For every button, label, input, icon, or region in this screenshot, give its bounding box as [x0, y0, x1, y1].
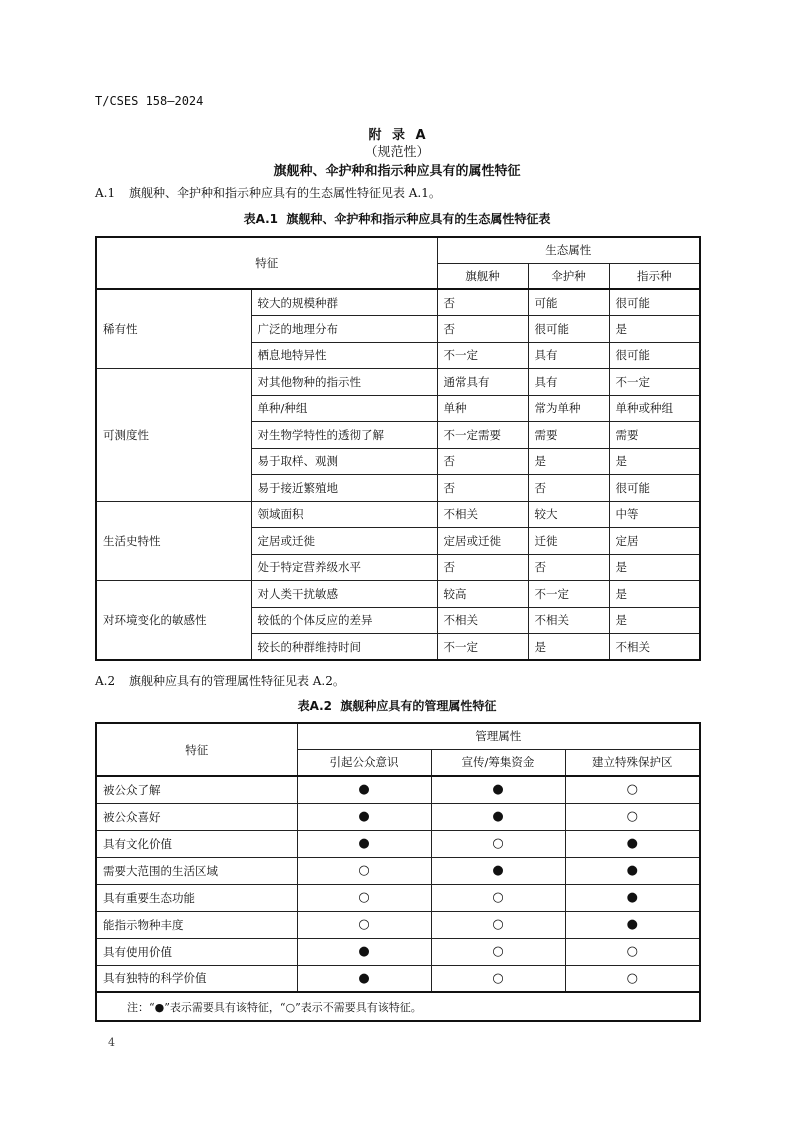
- group-header: 生态属性: [437, 237, 700, 263]
- table-note: 注：“●”表示需要具有该特征，“○”表示不需要具有该特征。: [96, 992, 700, 1021]
- value-cell: 不一定: [437, 634, 528, 661]
- table-row: [96, 884, 700, 911]
- table-row: [96, 938, 700, 965]
- empty-circle-icon: ○: [565, 965, 700, 992]
- column-header: 建立特殊保护区: [565, 749, 700, 776]
- column-header: 旗舰种: [437, 263, 528, 289]
- table-row: [96, 369, 700, 396]
- value-cell: 单种或种组: [609, 395, 700, 422]
- value-cell: 具有: [528, 369, 609, 396]
- filled-circle-icon: ●: [565, 884, 700, 911]
- clause-a2: [95, 672, 345, 689]
- value-cell: 不相关: [609, 634, 700, 661]
- empty-circle-icon: ○: [297, 857, 431, 884]
- document-id: T/CSES 158—2024: [95, 94, 204, 108]
- group-header: 管理属性: [297, 723, 700, 749]
- table-row: [96, 965, 700, 992]
- feature-cell: 具有文化价值: [96, 830, 297, 857]
- value-cell: 很可能: [528, 316, 609, 343]
- appendix-type: （规范性）: [364, 145, 430, 160]
- feature-cell: 处于特定营养级水平: [251, 554, 437, 581]
- group-name-cell: 对环境变化的敏感性: [96, 581, 251, 661]
- column-header: 伞护种: [528, 263, 609, 289]
- value-cell: 较高: [437, 581, 528, 608]
- value-cell: 不一定: [609, 369, 700, 396]
- empty-circle-icon: ○: [565, 776, 700, 803]
- empty-circle-icon: ○: [431, 830, 565, 857]
- feature-header: 特征: [96, 723, 297, 776]
- value-cell: 不相关: [437, 607, 528, 634]
- clause-text: 旗舰种应具有的管理属性特征见表 A.2。: [128, 674, 345, 688]
- clause-number: A.2: [95, 674, 116, 688]
- group-name-cell: 生活史特性: [96, 501, 251, 581]
- feature-cell: 被公众了解: [96, 776, 297, 803]
- value-cell: 迁徙: [528, 528, 609, 555]
- value-cell: 常为单种: [528, 395, 609, 422]
- empty-circle-icon: ○: [297, 911, 431, 938]
- page-number: 4: [108, 1036, 115, 1049]
- value-cell: 否: [437, 448, 528, 475]
- feature-cell: 对其他物种的指示性: [251, 369, 437, 396]
- filled-circle-icon: ●: [565, 830, 700, 857]
- feature-cell: 单种/种组: [251, 395, 437, 422]
- filled-circle-icon: ●: [431, 857, 565, 884]
- value-cell: 不一定需要: [437, 422, 528, 449]
- appendix-heading: 旗舰种、伞护种和指示种应具有的属性特征: [273, 164, 521, 179]
- value-cell: 不一定: [528, 581, 609, 608]
- filled-circle-icon: ●: [297, 965, 431, 992]
- value-cell: 是: [609, 316, 700, 343]
- table1-caption: 表A.1 旗舰种、伞护种和指示种应具有的生态属性特征表: [243, 212, 551, 226]
- table-row: [96, 830, 700, 857]
- feature-cell: 具有使用价值: [96, 938, 297, 965]
- ecological-attributes-table: [95, 236, 701, 661]
- filled-circle-icon: ●: [565, 857, 700, 884]
- value-cell: 否: [528, 475, 609, 502]
- feature-cell: 易于接近繁殖地: [251, 475, 437, 502]
- filled-circle-icon: ●: [297, 830, 431, 857]
- empty-circle-icon: ○: [431, 911, 565, 938]
- value-cell: 是: [609, 448, 700, 475]
- value-cell: 否: [437, 554, 528, 581]
- table-row: [96, 581, 700, 608]
- feature-header: 特征: [96, 237, 437, 289]
- value-cell: 不相关: [528, 607, 609, 634]
- empty-circle-icon: ○: [565, 938, 700, 965]
- management-attributes-table: [95, 722, 701, 1022]
- filled-circle-icon: ●: [431, 776, 565, 803]
- feature-cell: 需要大范围的生活区域: [96, 857, 297, 884]
- filled-circle-icon: ●: [565, 911, 700, 938]
- value-cell: 是: [609, 581, 700, 608]
- table-row: [96, 776, 700, 803]
- table-row: [96, 289, 700, 316]
- value-cell: 不相关: [437, 501, 528, 528]
- feature-cell: 领域面积: [251, 501, 437, 528]
- value-cell: 需要: [528, 422, 609, 449]
- value-cell: 通常具有: [437, 369, 528, 396]
- clause-a1: [95, 184, 441, 201]
- filled-circle-icon: ●: [297, 803, 431, 830]
- table-row: [96, 911, 700, 938]
- feature-cell: 对生物学特性的透彻了解: [251, 422, 437, 449]
- value-cell: 是: [609, 607, 700, 634]
- column-header: 指示种: [609, 263, 700, 289]
- feature-cell: 能指示物种丰度: [96, 911, 297, 938]
- feature-cell: 对人类干扰敏感: [251, 581, 437, 608]
- feature-cell: 广泛的地理分布: [251, 316, 437, 343]
- value-cell: 定居: [609, 528, 700, 555]
- value-cell: 是: [528, 448, 609, 475]
- value-cell: 不一定: [437, 342, 528, 369]
- column-header: 引起公众意识: [297, 749, 431, 776]
- feature-cell: 较大的规模种群: [251, 289, 437, 316]
- filled-circle-icon: ●: [431, 803, 565, 830]
- group-name-cell: 可测度性: [96, 369, 251, 502]
- feature-cell: 被公众喜好: [96, 803, 297, 830]
- value-cell: 很可能: [609, 289, 700, 316]
- value-cell: 很可能: [609, 475, 700, 502]
- table-row: [96, 857, 700, 884]
- table-row: [96, 803, 700, 830]
- clause-text: 旗舰种、伞护种和指示种应具有的生态属性特征见表 A.1。: [128, 186, 441, 200]
- filled-circle-icon: ●: [297, 938, 431, 965]
- appendix-title: 附 录 A: [368, 128, 426, 143]
- value-cell: 否: [528, 554, 609, 581]
- value-cell: 单种: [437, 395, 528, 422]
- value-cell: 具有: [528, 342, 609, 369]
- table-row: [96, 501, 700, 528]
- empty-circle-icon: ○: [297, 884, 431, 911]
- note-row: [96, 992, 700, 1021]
- feature-cell: 较低的个体反应的差异: [251, 607, 437, 634]
- clause-number: A.1: [95, 186, 116, 200]
- value-cell: 否: [437, 475, 528, 502]
- value-cell: 否: [437, 316, 528, 343]
- feature-cell: 具有重要生态功能: [96, 884, 297, 911]
- filled-circle-icon: ●: [297, 776, 431, 803]
- feature-cell: 栖息地特异性: [251, 342, 437, 369]
- feature-cell: 具有独特的科学价值: [96, 965, 297, 992]
- empty-circle-icon: ○: [431, 965, 565, 992]
- table2-caption: 表A.2 旗舰种应具有的管理属性特征: [297, 699, 497, 713]
- value-cell: 很可能: [609, 342, 700, 369]
- feature-cell: 易于取样、观测: [251, 448, 437, 475]
- value-cell: 较大: [528, 501, 609, 528]
- value-cell: 需要: [609, 422, 700, 449]
- group-name-cell: 稀有性: [96, 289, 251, 369]
- value-cell: 定居或迁徙: [437, 528, 528, 555]
- empty-circle-icon: ○: [565, 803, 700, 830]
- feature-cell: 较长的种群维持时间: [251, 634, 437, 661]
- value-cell: 是: [528, 634, 609, 661]
- empty-circle-icon: ○: [431, 938, 565, 965]
- value-cell: 否: [437, 289, 528, 316]
- value-cell: 可能: [528, 289, 609, 316]
- value-cell: 是: [609, 554, 700, 581]
- column-header: 宣传/筹集资金: [431, 749, 565, 776]
- empty-circle-icon: ○: [431, 884, 565, 911]
- feature-cell: 定居或迁徙: [251, 528, 437, 555]
- value-cell: 中等: [609, 501, 700, 528]
